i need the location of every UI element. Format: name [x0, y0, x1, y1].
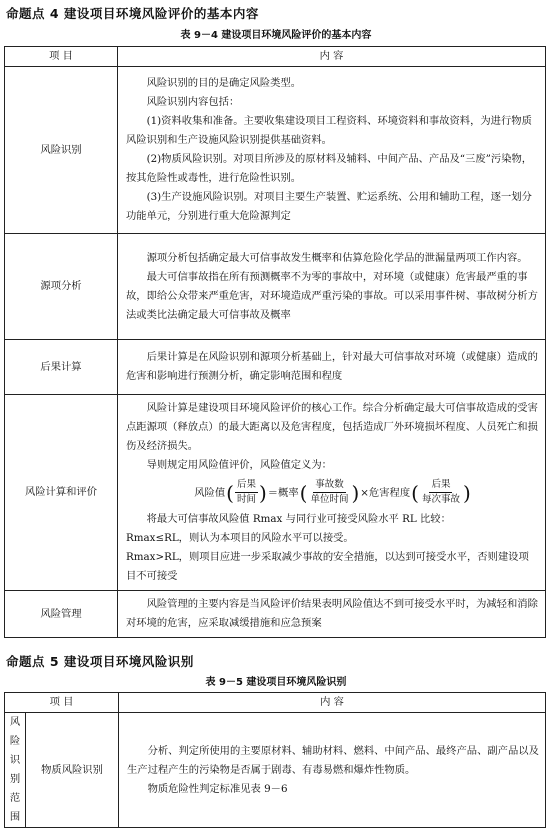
- table-9-5: [4, 692, 546, 828]
- header-content: 内 容: [119, 693, 546, 713]
- row-content: 风险计算是建设项目环境风险评价的核心工作。综合分析确定最大可信事故造成的受害点距源项（释放点）的最大距离以及危害程度，包括造成厂外环境损坏程度、人员死亡和损伤及经济损失。 导则规定用风险值评价，风险值定义为： 风险值 ( $\frac{\text{后果}}{\text{时间}}$ ) ＝概率 ( $\frac{\text{事故数}}{\text{单位时间}}$ ) ×危害程度 ( $\frac{\text{后果}}{\text{每次事故}}$ ) 将最大可信事故风险值 Rmax 与同行业可接受风险水平 RL 比较： Rmax≤RL，则认为本项目的风险水平可以接受。 Rmax>RL，则项目应进一步采取减少事故的安全措施，以达到可接受水平，否则建设项目不可接受: [118, 395, 546, 591]
- row-content: 后果计算是在风险识别和源项分析基础上，针对最大可信事故对环境（或健康）造成的危害和影响进行预测分析，确定影响范围和程度: [118, 340, 546, 395]
- table-row: [5, 591, 546, 638]
- section5-heading: 命题点 5 建设项目环境风险识别: [6, 654, 194, 669]
- row-item-label: 后果计算: [5, 340, 118, 395]
- row-content: 分析、判定所使用的主要原材料、辅助材料、燃料、中间产品、最终产品、副产品以及生产过程产生的污染物是否属于剧毒、有毒易燃和爆炸性物质。 物质危险性判定标准见表 9－6: [119, 713, 546, 828]
- group-label: 风险识别范围: [5, 713, 26, 828]
- table-row: [5, 713, 546, 828]
- row-item-label: 风险识别: [5, 67, 118, 234]
- table-9-4-caption: 表 9－4 建设项目环境风险评价的基本内容: [180, 30, 372, 41]
- row-item-label: 风险管理: [5, 591, 118, 638]
- header-item: 项 目: [5, 693, 119, 713]
- table-row: [5, 67, 546, 234]
- table-9-5-caption: 表 9－5 建设项目环境风险识别: [205, 677, 347, 688]
- table-row: [5, 340, 546, 395]
- row-content: 源项分析包括确定最大可信事故发生概率和估算危险化学品的泄漏量两项工作内容。 最大可信事故指在所有预测概率不为零的事故中，对环境（或健康）危害最严重的事故，即给公众带来严重危害，对环境造成严重污染的事故。可以采用事件树、事故树分析方法或类比法确定最大可信事故及概率: [118, 234, 546, 340]
- table-row: [5, 234, 546, 340]
- table-row: [5, 395, 546, 591]
- risk-formula: 风险值 ( $\frac{\text{后果}}{\text{时间}}$ ) ＝概率 ( $\frac{\text{事故数}}{\text{单位时间}}$ ) ×危害程度 ( $\frac{\text{后果}}{\text{每次事故}}$ ): [194, 479, 471, 505]
- header-item: 项 目: [5, 47, 118, 67]
- row-item-label: 源项分析: [5, 234, 118, 340]
- table-9-4: [4, 46, 546, 638]
- row-content: 风险识别的目的是确定风险类型。 风险识别内容包括： (1)资料收集和准备。主要收集建设项目工程资料、环境资料和事故资料，为进行物质风险识别和生产设施风险识别提供基础资料。 (2)物质风险识别。对项目所涉及的原材料及辅料、中间产品、产品及“三废”污染物，按其危险性或毒性，进行危险性识别。 (3)生产设施风险识别。对项目主要生产装置、贮运系统、公用和辅助工程，逐一划分功能单元，分别进行重大危险源判定: [118, 67, 546, 234]
- header-content: 内 容: [118, 47, 546, 67]
- section4-heading: 命题点 4 建设项目环境风险评价的基本内容: [6, 6, 259, 21]
- row-item-label: 物质风险识别: [26, 713, 119, 828]
- row-item-label: 风险计算和评价: [5, 395, 118, 591]
- row-content: 风险管理的主要内容是当风险评价结果表明风险值达不到可接受水平时，为减轻和消除对环境的危害，应采取减缓措施和应急预案: [118, 591, 546, 638]
